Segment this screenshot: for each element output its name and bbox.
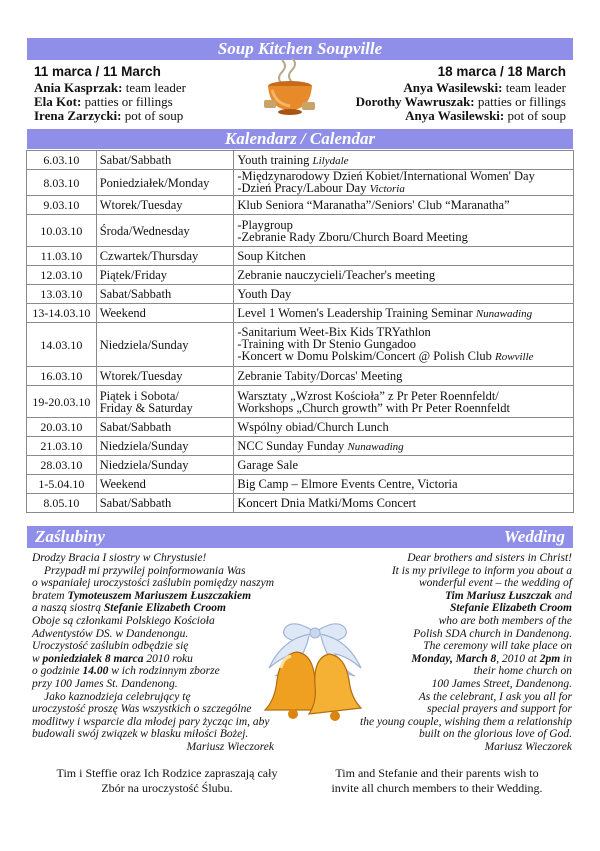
event-place: Victoria [369,183,405,195]
groom-name: Tymoteuszem Mariuszem Łuszczakiem [67,589,252,602]
wedding-title-pl: Zaślubiny [35,527,105,546]
volunteer-role: team leader [502,80,566,95]
event-cell [234,151,574,170]
volunteer-role: pot of soup [504,108,566,123]
text-line: Oboje są członkami Polskiego Kościoła [32,614,215,627]
text-line [300,602,572,615]
text-line: budowali swój związek w blasku miłości Bożej. [32,728,249,741]
event-cell [234,437,574,456]
text-line: Zbór na uroczystość Ślubu. [101,781,233,795]
text-line: special prayers and support for [426,703,572,716]
event-text: -Sanitarium Weet-Bix Kids TRYathlon [237,325,431,339]
event-date: 19-20.03.10 [27,386,97,418]
event-day: Piątek i Sobota/ [99,388,179,403]
text-fragment: bratem [32,589,68,602]
event-text: -Koncert w Domu Polskim/Concert @ Polish Club [237,349,492,363]
table-row [27,494,574,513]
event-day: Sabat/Sabbath [96,418,234,437]
event-day: Wtorek/Tuesday [96,367,234,386]
event-day: Poniedziałek/Monday [96,170,234,196]
event-place: Rowville [495,351,534,363]
calendar-table [26,150,574,513]
text-line [32,602,304,615]
table-row [27,386,574,418]
soup-kitchen-banner: Soup Kitchen Soupville [27,38,573,60]
event-day: Niedziela/Sunday [96,437,234,456]
wedding-banner [27,526,573,548]
event-day: Sabat/Sabbath [96,151,234,170]
volunteer-role: pot of soup [121,108,184,123]
text-fragment: in [560,652,572,665]
event-place: Nunawading [347,440,404,453]
text-line: wonderful event – the wedding of [419,577,572,590]
volunteer-role: team leader [122,80,186,95]
event-text: Workshops „Church growth” with Pr Peter Roennfeldt [237,400,510,415]
event-text: Big Camp – Elmore Events Centre, Victoria [234,475,574,494]
event-cell [234,170,574,196]
volunteer-role: patties or fillings [81,94,173,109]
table-row [27,285,574,304]
event-day: Czwartek/Thursday [96,247,234,266]
table-row [27,367,574,386]
event-text: Youth Day [234,285,574,304]
event-date: 14.03.10 [27,323,97,367]
volunteer-name: Irena Zarzycki: [34,108,122,123]
table-row [27,151,574,170]
soup-right-line [403,81,566,95]
text-line: who are both members of the [438,614,572,627]
event-date: 16.03.10 [27,367,97,386]
soup-left-line [34,109,183,123]
soup-left-line [34,95,173,109]
calendar-banner: Kalendarz / Calendar [27,129,573,149]
event-date: 20.03.10 [27,418,97,437]
event-cell [234,386,574,418]
wedding-invite-pl [32,766,302,796]
event-date: 13.03.10 [27,285,97,304]
text-fragment: w [32,652,43,665]
text-line: Tim i Steffie oraz Ich Rodzice zapraszają cały [56,766,278,780]
wedding-bells-icon [255,618,375,726]
event-date: 12.03.10 [27,266,97,285]
event-date: 28.03.10 [27,456,97,475]
text-line [300,590,572,603]
soup-right-line [405,109,566,123]
event-text: Zebranie Tabity/Dorcas' Meeting [234,367,574,386]
event-place: Nunawading [475,307,533,320]
event-text: Wspólny obiad/Church Lunch [234,418,574,437]
event-day-cell [96,386,234,418]
event-text: Warsztaty „Wzrost Kościoła” z Pr Peter Roennfeldt/ [237,388,499,403]
text-line: Uroczystość zaślubin odbędzie się [32,640,189,653]
bride-name: Stefanie Elizabeth Croom [103,602,226,615]
text-line: Przypadł mi przywilej poinformowania Was [44,564,246,577]
event-date: 10.03.10 [27,215,97,247]
text-line: Tim and Stefanie and their parents wish to [335,766,539,780]
soup-right-date: 18 marca / 18 March [437,64,566,79]
text-line: Jako kaznodzieja celebrujący tę [44,690,191,703]
table-row [27,247,574,266]
event-day: Sabat/Sabbath [96,285,234,304]
text-fragment: , 2010 at [496,652,540,665]
wedding-invite-en [302,766,572,796]
event-day: Weekend [96,304,234,323]
text-fragment: and [551,589,572,602]
soup-left-date: 11 marca / 11 March [34,64,161,79]
event-cell [234,215,574,247]
soup-left-line [34,81,186,95]
text-line: the young couple, wishing them a relationship [360,715,572,728]
text-line: built on the glorious love of God. [418,728,572,741]
wedding-time: 14.00 [82,665,109,678]
event-day: Niedziela/Sunday [96,323,234,367]
groom-name: Tim Mariusz Łuszczak [444,589,552,602]
event-date: 1-5.04.10 [27,475,97,494]
text-line: It is my privilege to inform you about a [391,564,572,577]
event-date: 9.03.10 [27,196,97,215]
event-day: Wtorek/Tuesday [96,196,234,215]
volunteer-name: Ela Kot: [34,94,82,109]
volunteer-name: Anya Wasilewski: [405,108,505,123]
table-row [27,437,574,456]
text-line: Polish SDA church in Dandenong. [413,627,572,640]
event-date: 21.03.10 [27,437,97,456]
event-day: Piątek/Friday [96,266,234,285]
event-text: -Training with Dr Stenio Gungadoo [237,337,417,351]
signature: Mariusz Wieczorek [484,740,572,753]
text-line [32,590,304,603]
table-row [27,323,574,367]
wedding-time: 2pm [539,652,561,665]
volunteer-name: Ania Kasprzak: [34,80,123,95]
table-row [27,266,574,285]
event-text: Youth training [237,152,310,167]
text-line: Dear brothers and sisters in Christ! [407,552,572,564]
text-line: invite all church members to their Wedding. [331,781,543,795]
table-row [27,418,574,437]
event-text: Zebranie nauczycieli/Teacher's meeting [234,266,574,285]
bride-name: Stefanie Elizabeth Croom [449,602,572,615]
table-row [27,196,574,215]
table-row [27,475,574,494]
event-day: Środa/Wednesday [96,215,234,247]
event-date: 13-14.03.10 [27,304,97,323]
event-date: 11.03.10 [27,247,97,266]
event-text: Soup Kitchen [234,247,574,266]
event-day: Sabat/Sabbath [96,494,234,513]
event-text: Level 1 Women's Leadership Training Seminar [237,305,473,320]
event-place: Lilydale [312,154,349,167]
text-line: 100 James Street, Dandenong. [431,677,572,690]
event-cell [234,323,574,367]
event-cell [234,304,574,323]
event-day: Niedziela/Sunday [96,456,234,475]
table-row [27,304,574,323]
event-text: Koncert Dnia Matki/Moms Concert [234,494,574,513]
event-date: 6.03.10 [27,151,97,170]
volunteer-name: Dorothy Wawruszak: [355,94,475,109]
text-fragment: a naszą siostrą [32,602,104,615]
event-date: 8.05.10 [27,494,97,513]
signature: Mariusz Wieczorek [186,740,274,753]
event-text: -Dzień Pracy/Labour Day [237,181,367,195]
event-text: -Międzynarodowy Dzień Kobiet/International Women' Day [237,169,535,183]
event-text: NCC Sunday Funday [237,438,345,453]
event-day: Friday & Saturday [99,400,193,415]
text-line: przy 100 James St. Dandenong. [32,677,178,690]
table-row [27,215,574,247]
text-line: As the celebrant, I ask you all for [418,690,572,703]
text-line: The ceremony will take place on [423,640,572,653]
wedding-date: Monday, March 8 [411,652,497,665]
text-line: modlitwy i wsparcie dla młodej pary życząc im, aby [32,715,270,728]
wedding-title-en: Wedding [503,527,565,546]
text-line: uroczystość proszę Was wszystkich o szczególne [32,703,252,716]
event-date: 8.03.10 [27,170,97,196]
text-line: their home church on [473,665,572,678]
text-line: o wspaniałej uroczystości zaślubin pomiędzy naszym [32,577,275,590]
event-day: Weekend [96,475,234,494]
wedding-date: poniedziałek 8 marca [42,652,144,665]
text-fragment: o godzinie [32,665,83,678]
text-fragment: w ich rodzinnym zborze [108,665,220,678]
soup-right-line [356,95,566,109]
event-text: -Zebranie Rady Zboru/Church Board Meeting [237,229,468,244]
event-text: Klub Seniora “Maranatha”/Seniors' Club “Maranatha” [234,196,574,215]
soup-bowl-icon [262,56,318,118]
table-row [27,170,574,196]
volunteer-name: Anya Wasilewski: [403,80,503,95]
volunteer-role: patties or fillings [474,94,566,109]
text-fragment: 2010 roku [143,652,193,665]
event-text: -Playgroup [237,217,293,232]
text-line: Adwentystów DS. w Dandenongu. [32,627,189,640]
event-text: Garage Sale [234,456,574,475]
text-line: Drodzy Bracia I siostry w Chrystusie! [32,552,207,564]
table-row [27,456,574,475]
